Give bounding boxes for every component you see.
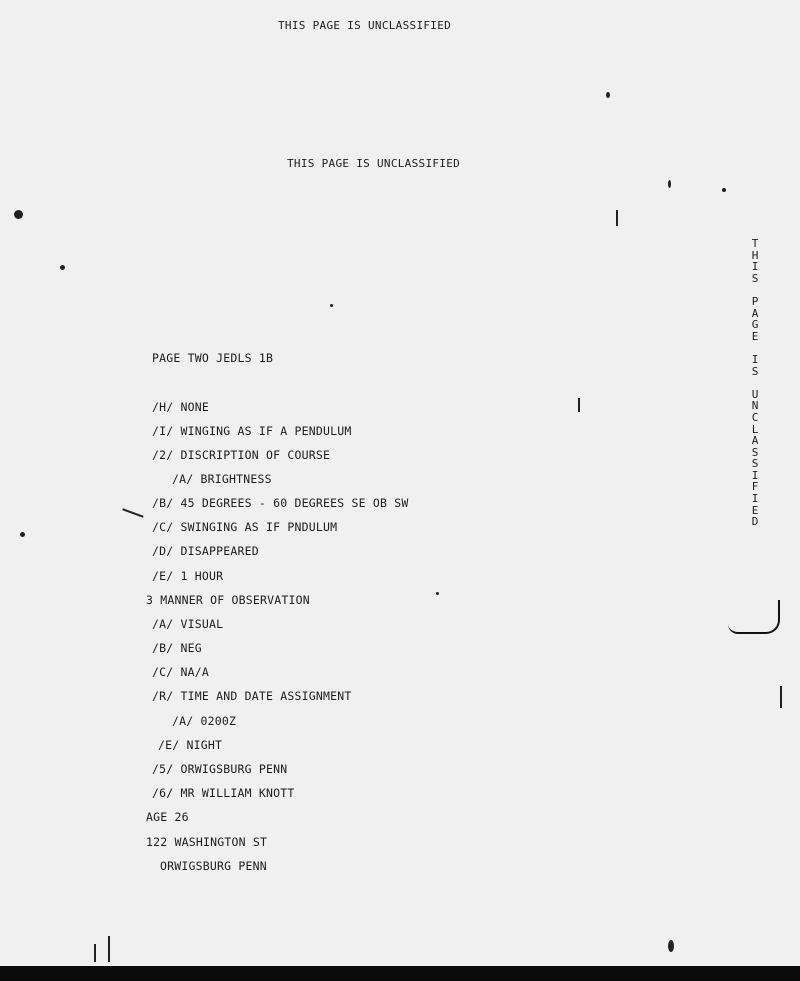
report-line: /C/ SWINGING AS IF PNDULUM [152, 520, 338, 534]
scan-speck [722, 188, 726, 192]
scan-speck [330, 304, 333, 307]
report-line: /A/ BRIGHTNESS [172, 472, 272, 486]
scan-speck [668, 940, 674, 952]
second-classification-banner: THIS PAGE IS UNCLASSIFIED [287, 157, 461, 170]
scan-speck [14, 210, 23, 219]
scan-scratch [108, 936, 110, 962]
report-line: /B/ 45 DEGREES - 60 DEGREES SE OB SW [152, 496, 409, 510]
report-line: /C/ NA/A [152, 665, 209, 679]
report-line: /A/ VISUAL [152, 617, 224, 631]
report-line: 3 MANNER OF OBSERVATION [146, 593, 310, 607]
scan-scratch [578, 398, 580, 412]
report-line: /B/ NEG [152, 641, 202, 655]
scan-speck [668, 180, 671, 188]
scan-scratch [780, 686, 782, 708]
report-line: /5/ ORWIGSBURG PENN [152, 762, 288, 776]
report-line: /E/ 1 HOUR [152, 569, 224, 583]
scan-scratch [122, 508, 143, 517]
scan-speck [606, 92, 610, 98]
top-classification-banner: THIS PAGE IS UNCLASSIFIED [278, 19, 452, 32]
side-classification-banner: T H I S P A G E I S U N C L A S S I F I E D [751, 237, 759, 529]
report-line: /I/ WINGING AS IF A PENDULUM [152, 424, 352, 438]
report-line: /A/ 0200Z [172, 714, 237, 728]
scan-scratch [616, 210, 618, 226]
page-heading: PAGE TWO JEDLS 1B [152, 351, 274, 365]
report-line: /6/ MR WILLIAM KNOTT [152, 786, 295, 800]
report-line: /R/ TIME AND DATE ASSIGNMENT [152, 689, 352, 703]
report-line: /2/ DISCRIPTION OF COURSE [152, 448, 331, 462]
report-line: /D/ DISAPPEARED [152, 544, 259, 558]
report-line: ORWIGSBURG PENN [160, 859, 267, 873]
scan-scratch [94, 944, 96, 962]
scan-speck [436, 592, 439, 595]
scan-speck [60, 265, 65, 270]
report-line: 122 WASHINGTON ST [146, 835, 268, 849]
report-line: /H/ NONE [152, 400, 209, 414]
report-line: AGE 26 [146, 810, 189, 824]
margin-bracket-mark [728, 600, 780, 634]
scan-bottom-edge [0, 966, 800, 981]
report-line: /E/ NIGHT [158, 738, 223, 752]
scan-speck [20, 532, 25, 537]
